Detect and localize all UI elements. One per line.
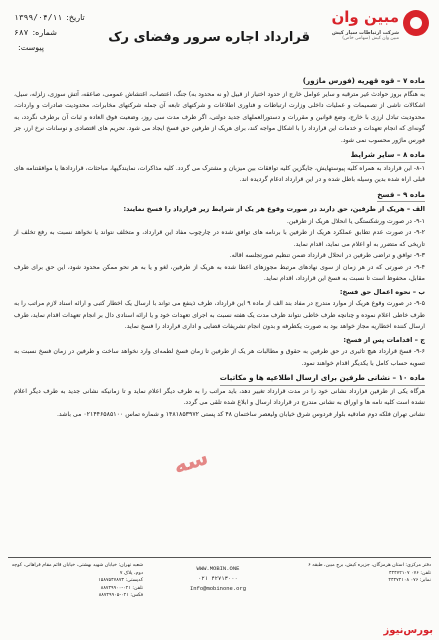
section-heading: ماده ۱۰ – نشانی طرفین برای ارسال اطلاعیه ها و مکاتبات (220, 372, 425, 386)
paragraph: ۹-۵- در صورت وقوع هریک از موارد مندرج در مفاد بند الف از ماده ۹ این قرارداد، طرف ذینفع می تواند با ارسال یک اخطار کتبی و ارائه اسناد لازم مراتب را به طرف خاطی اعلام نموده و چنانچه طرف خاطی نتواند ظرف مدت یک هفته نسبت به اجرای تعهدات خود و یا ارائه اسنادی دال بر انجام تعهدات اقدام نماید، طرف ارسال کننده اخطاریه مجاز خواهد بود به صورت یکطرفه و بدون انجام تشریفات قضایی و اداری قرارداد را فسخ نماید. (14, 300, 425, 330)
subheading: ب – نحوه اعمال حق فسخ: (339, 287, 425, 296)
paragraph: نشانی تهران فلکه دوم صادقیه بلوار فردوس شرق خیابان ولیعصر ساختمان ۴۸ کد پستی ۱۴۸۱۸۵۳۹۷۲ و شماره تماس ۰۲۱۴۴۶۵۸۵۱۰۰ می باشد. (56, 410, 425, 418)
section-heading: ماده ۹ – فسخ (377, 189, 425, 203)
paragraph: به هنگام بروز حوادث غیر مترقبه و سایر عوامل خارج از حدود اختیار از قبیل (و نه محدود به) جنگ، اعتصاب، اغتشاش عمومی، صاعقه، آتش سوزی، زلزله، سیل، اشکالات ناشی از تصمیمات و عملیات داخلی وزارت ارتباطات و فناوری اطلاعات و شرکتهای تابعه آن جمله شرکتهای مخابرات، محدودیت صادرات و واردات، محدودیت تبادل ارزی با خارج، وضع قوانین و مقررات و دستورالعملهای جدید دولتی، اگر طرف مدت سی روز، وضعیت فوق العاده و ثبات آن برطرف نگردد، به گونه‌ای که انجام تعهدات و خدمات این قرارداد را با اشکال مواجه کند، برای هریک از طرفین حق فسخ ایجاد می شود. تحریم های اقتصادی و نوسانات نرخ ارز، جز فورس ماژور محسوب نمی شود. (14, 90, 425, 144)
letterhead (0, 0, 439, 70)
website-link[interactable]: WWW.MOBIN.ONE (196, 565, 240, 572)
section-heading: ماده ۷ – قوه قهریه (فورس ماژور) (303, 75, 425, 89)
section-8 (14, 146, 425, 186)
paragraph: ۹-۶- فسخ قرارداد هیچ تاثیری در حق طرفین به حقوق و مطالبات هر یک از طرفین تا زمان فسخ لطمه‌ای وارد نخواهد ساخت و طرفین در زمان فسخ نسبت به تسویه حساب کامل با یکدیگر اقدام خواهند نمود. (14, 348, 425, 367)
date-value: ۱۳۹۹/۰۴/۱۱ (14, 13, 63, 22)
date-label: تاریخ: (66, 13, 85, 22)
logo-subtitle: شرکت ارتباطات سیار کیش (331, 30, 399, 36)
company-logo (311, 8, 429, 48)
tehran-office: شعبه تهران: خیابان شهید بهشتی، خیابان قائم مقام فراهانی، کوچه دوم، پلاک ۷ (11, 563, 143, 576)
subheading: ج – اقدامات پس از فسخ: (343, 335, 425, 344)
email-link[interactable]: Info@mobinone.org (189, 585, 247, 592)
footer-head-office (281, 562, 431, 585)
footer (8, 557, 431, 620)
tehran-postal: کدپستی: ۱۵۸۷۵۴۷۸۷۳ (98, 578, 143, 583)
logo-name: مبین وان (331, 8, 399, 26)
number-label: شماره: (32, 28, 57, 37)
attachment-label: پیوست: (18, 43, 45, 52)
paragraph: ۹-۳- توافق و تراضی طرفین در انحلال قرارداد ضمن تنظیم صورتجلسه اقاله. (229, 252, 425, 259)
section-7 (14, 72, 425, 146)
footer-contact (158, 564, 278, 594)
stamp-icon: سه (170, 444, 212, 480)
logo-mark-icon (403, 10, 429, 36)
section-9 (14, 186, 425, 370)
tehran-fax: فکس: ۰۲۱-۸۸۷۴۹۹۰۵ (98, 593, 143, 598)
phone-number: ۰۲۱ ۴۲۷۱۳۰۰۰ (198, 575, 238, 582)
subheading: الف – هریک از طرفین، حق دارند در صورت وقوع هر یک از شرایط زیر قرارداد را فسخ نمایند: (123, 205, 425, 213)
paragraph: ۹-۴- در صورتی که در هر زمان از سوی نهادهای مرتبط مجوزهای اعطا شده به هریک از طرفین، لغو و یا به هر نحو ممکن محدود شود، این حق برای طرف مقابل، محفوظ است تا نسبت به فسخ این قرارداد، اقدام نماید. (14, 263, 425, 282)
paragraph: هرگاه یکی از طرفین قرارداد نشانی خود را در مدت قرارداد تغییر دهد، باید مراتب را به طرف دیگر اعلام نماید و تا زمانیکه نشانی جدید به طرف دیگر اعلام نشده است کلیه نامه ها و اوراق به نشانی مندرج در قرارداد ارسال و ابلاغ شده تلقی می گردد. (14, 387, 425, 406)
tehran-phone: تلفن: ۰۲۱-۸۸۷۴۹۹۰۰ (100, 585, 143, 591)
paragraph: ۸-۱- این قرارداد به همراه کلیه پیوستهایش، جایگزین کلیه توافقات بین میزبان و مشترک می گردد. کلیه مذاکرات، نمایندگیها، مباحثات، قراردادها یا موافقتنامه های قبلی اراه شده بدین وسیله باطل شده و در این قرارداد ادغام گردیده اند. (14, 164, 425, 183)
kish-office: دفتر مرکزی: استان هرمزگان، جزیره کیش، برج مبین، طبقه ۶ (308, 563, 431, 568)
paragraph: ۹-۲- در صورت عدم تطابق عملکرد هریک از طرفین با برنامه های توافق شده در چارچوب مفاد این قرارداد، و متخلف نتواند یا نخواهد نسبت به رفع تخلف از تاریخی که متضرر به او اعلام می نماید، اقدام نماید. (14, 229, 425, 248)
document-title: قرارداد اجاره سرور وفضای رک (108, 30, 310, 45)
section-heading: ماده ۸ – سایر شرایط (351, 149, 425, 163)
section-10 (14, 369, 425, 420)
number-value: ۶۸۷ (14, 28, 29, 37)
paragraph: ۹-۱- در صورت ورشکستگی یا انحلال هریک از طرفین. (286, 217, 425, 225)
kish-phone: تلفن: ۰۷۶ ۴۴۴۷۲۱۰۷ (388, 570, 431, 576)
kish-fax: نمابر: ۰۷۶ ۴۴۴۷۲۱۰۸ (388, 578, 431, 583)
logo-subtitle-2: مبین وان کیش (سهامی خاص) (342, 36, 399, 41)
date-row (14, 10, 134, 25)
corner-watermark: بورس‌نیوز (383, 625, 433, 636)
footer-tehran-office (8, 562, 143, 600)
contract-body (14, 72, 425, 420)
